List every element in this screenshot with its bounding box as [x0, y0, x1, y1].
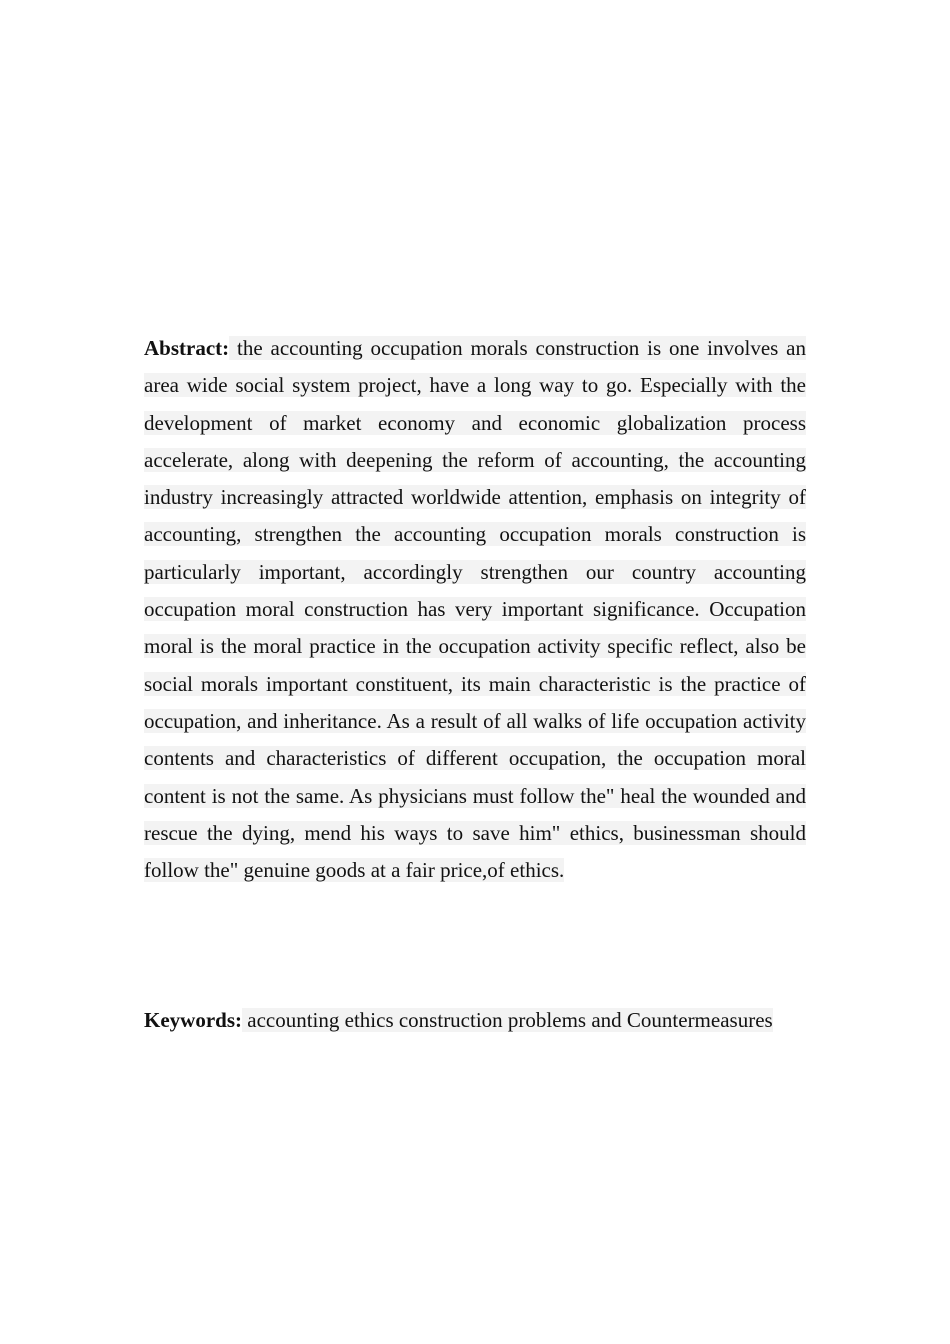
keywords-label: Keywords: [144, 1008, 242, 1032]
abstract-text: the accounting occupation morals construction is one involves an area wide social system project, have a long way to go. Especially with the development of market economy and economic globalization process accelerate, along with deepening the reform of accounting, the accounting industry increasingly attracted worldwide attention, emphasis on integrity of accounting, strengthen the accounting occupation morals construction is particularly important, accordingly strengthen our country accounting occupation moral construction has very important significance. Occupation moral is the moral practice in the occupation activity specific reflect, also be social morals important constituent, its main characteristic is the practice of occupation, and inheritance. As a result of all walks of life occupation activity contents and characteristics of different occupation, the occupation moral content is not the same. As physicians must follow the" heal the wounded and rescue the dying, mend his ways to save him" ethics, businessman should follow the" genuine goods at a fair price,of ethics. [144, 336, 806, 883]
keywords-paragraph [144, 1002, 806, 1039]
abstract-label: Abstract: [144, 336, 230, 360]
abstract-paragraph [144, 330, 806, 889]
keywords-text: accounting ethics construction problems and Countermeasures [242, 1008, 773, 1032]
